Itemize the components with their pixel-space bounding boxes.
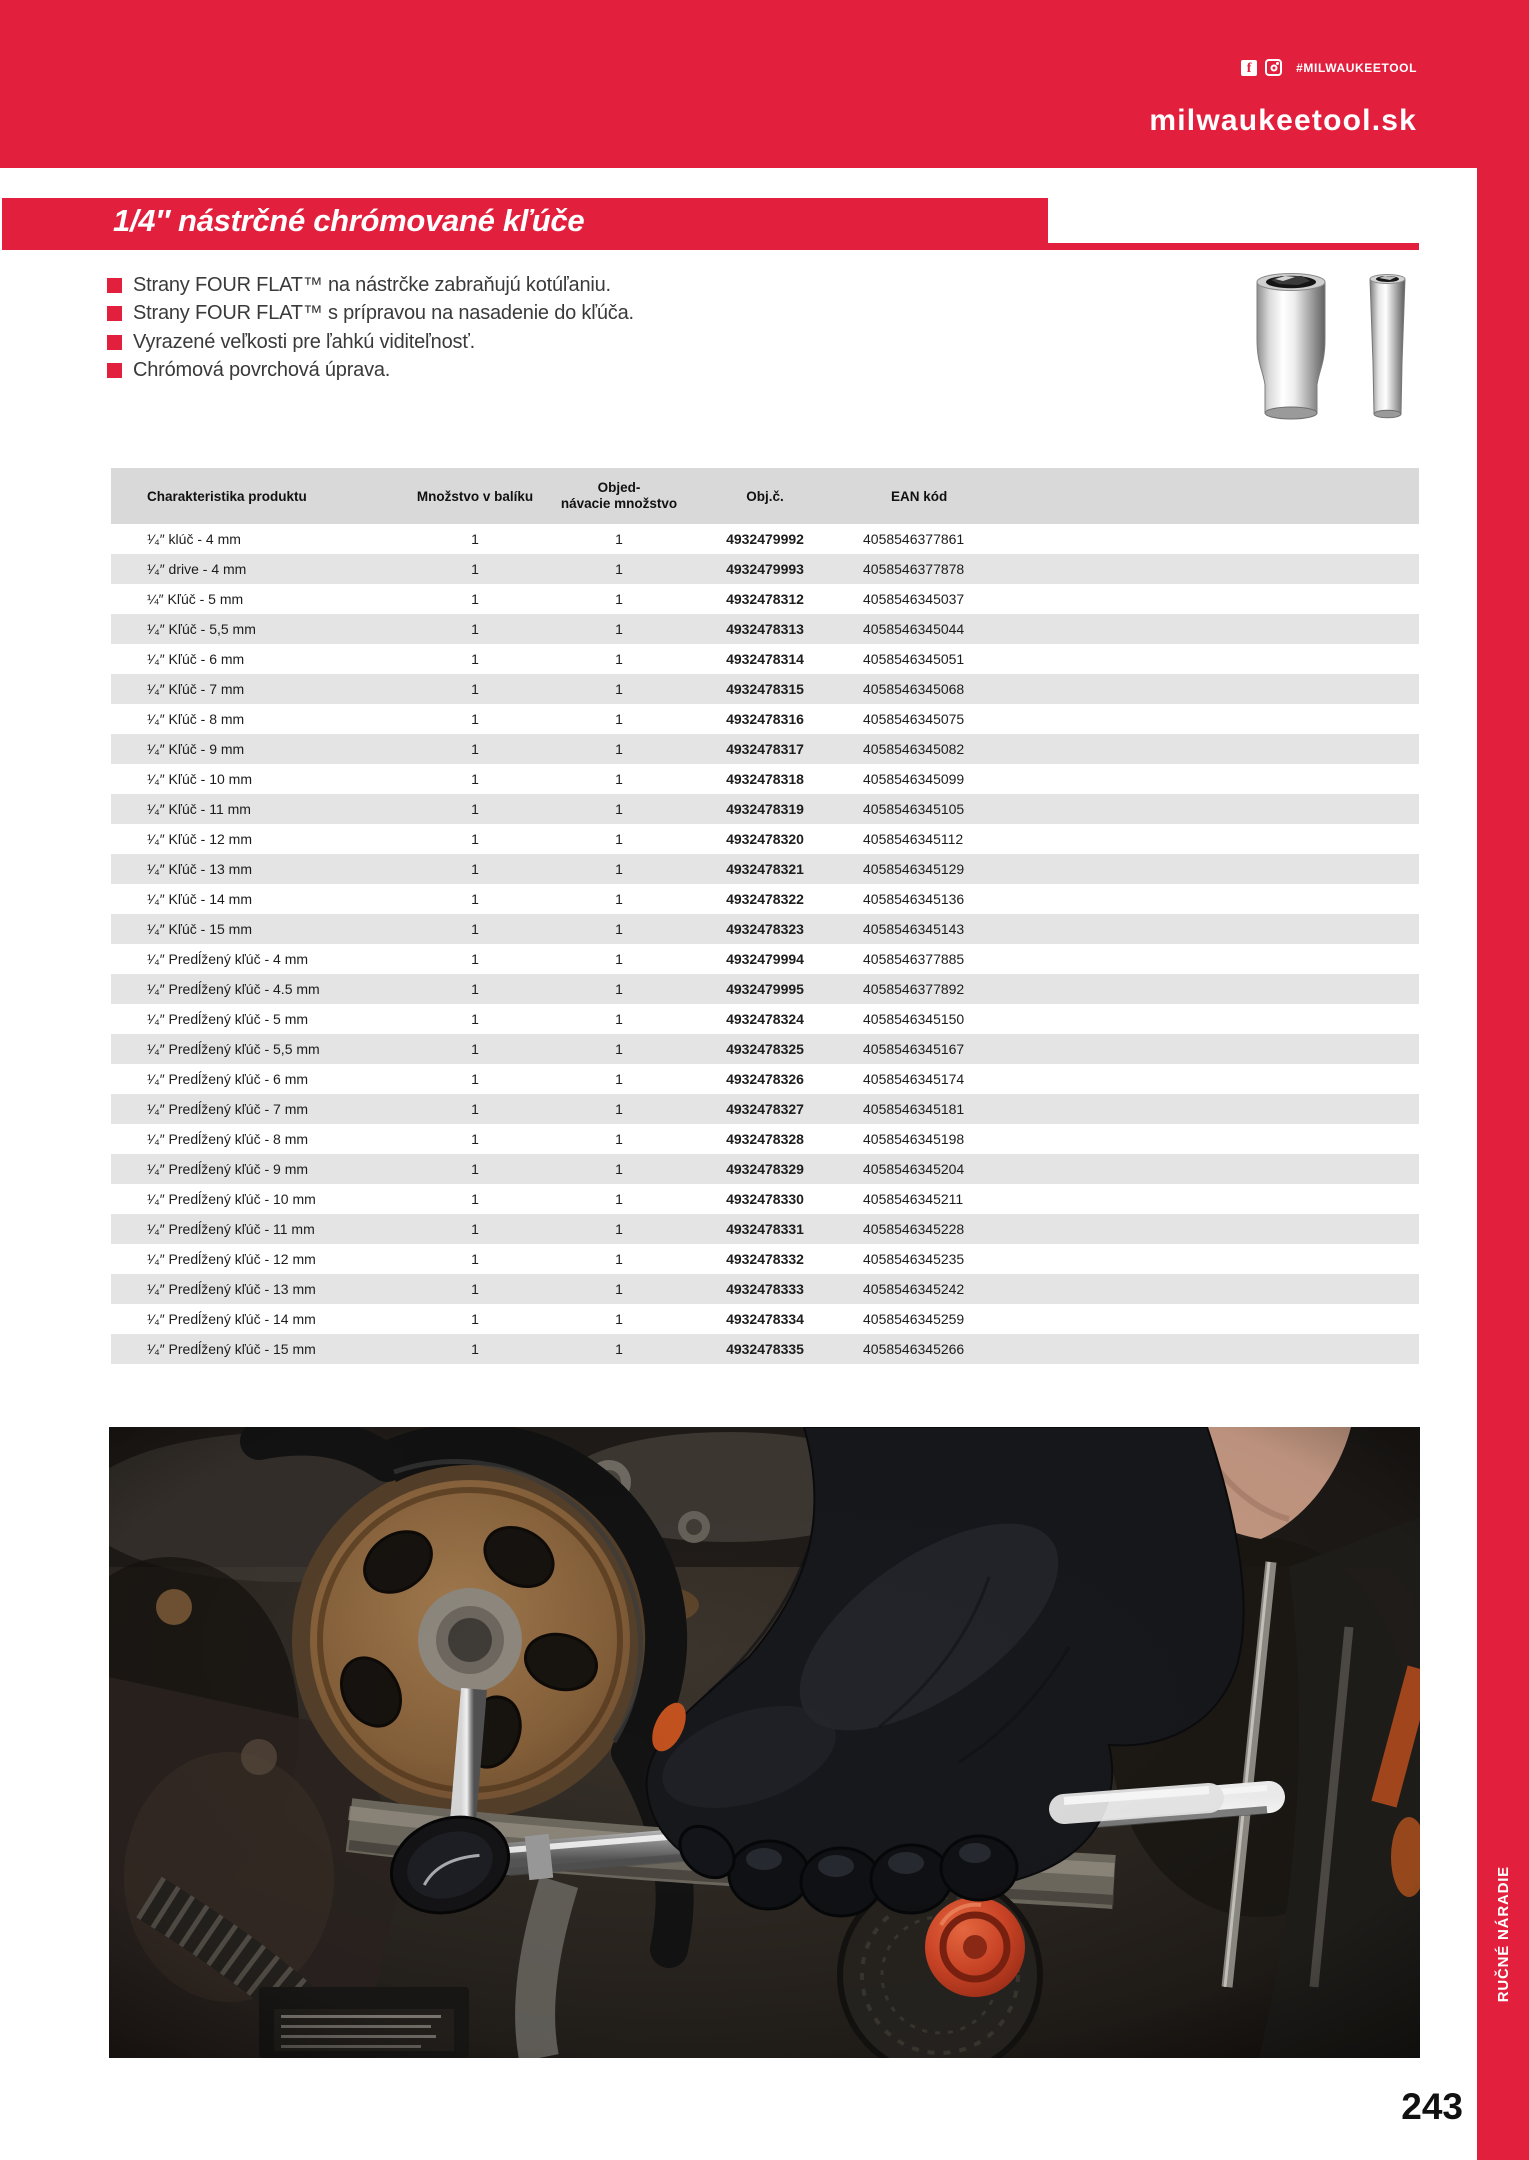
ean-code-cell: 4058546345044	[863, 621, 965, 637]
product-name-cell: ¹⁄₄″ Kľúč - 9 mm	[147, 741, 245, 757]
article-number-cell: 4932478335	[726, 1341, 804, 1357]
title-banner	[2, 198, 1048, 243]
product-name-cell: ¹⁄₄″ Predĺžený kľúč - 4 mm	[147, 951, 309, 967]
ean-code-cell: 4058546345068	[863, 681, 965, 697]
article-number-cell: 4932479993	[726, 561, 804, 577]
article-number-cell: 4932478331	[726, 1221, 804, 1237]
article-number-cell: 4932478316	[726, 711, 804, 727]
table-row	[111, 974, 1419, 1004]
section-strip	[1477, 0, 1529, 2160]
order-quantity-cell: 1	[615, 531, 623, 547]
order-quantity-cell: 1	[615, 1131, 623, 1147]
order-quantity-cell: 1	[615, 1011, 623, 1027]
ean-code-cell: 4058546345235	[863, 1251, 965, 1267]
pack-quantity-cell: 1	[471, 951, 479, 967]
table-row	[111, 914, 1419, 944]
ean-code-cell: 4058546345259	[863, 1311, 965, 1327]
order-quantity-cell: 1	[615, 1071, 623, 1087]
pack-quantity-cell: 1	[471, 621, 479, 637]
ean-code-cell: 4058546377861	[863, 531, 965, 547]
long-socket-image	[1366, 271, 1409, 423]
product-name-cell: ¹⁄₄″ Kľúč - 6 mm	[147, 651, 245, 667]
ean-code-cell: 4058546345198	[863, 1131, 965, 1147]
order-quantity-cell: 1	[615, 561, 623, 577]
article-number-cell: 4932479992	[726, 531, 804, 547]
pack-quantity-cell: 1	[471, 1251, 479, 1267]
table-row	[111, 824, 1419, 854]
col-header-ean: EAN kód	[891, 488, 948, 504]
article-number-cell: 4932478313	[726, 621, 804, 637]
article-number-cell: 4932478325	[726, 1041, 804, 1057]
product-name-cell: ¹⁄₄″ Kľúč - 13 mm	[147, 861, 252, 877]
social-row	[1241, 59, 1417, 76]
order-quantity-cell: 1	[615, 591, 623, 607]
product-name-cell: ¹⁄₄″ Kľúč - 10 mm	[147, 771, 252, 787]
table-row	[111, 524, 1419, 554]
facebook-icon[interactable]: f	[1241, 60, 1257, 76]
order-quantity-cell: 1	[615, 981, 623, 997]
engine-photo-illustration	[109, 1427, 1420, 2058]
product-name-cell: ¹⁄₄″ Kľúč - 5,5 mm	[147, 621, 256, 637]
order-quantity-cell: 1	[615, 1221, 623, 1237]
table-row	[111, 644, 1419, 674]
order-quantity-cell: 1	[615, 741, 623, 757]
product-name-cell: ¹⁄₄″ Kľúč - 14 mm	[147, 891, 252, 907]
order-quantity-cell: 1	[615, 1251, 623, 1267]
order-quantity-cell: 1	[615, 951, 623, 967]
pack-quantity-cell: 1	[471, 831, 479, 847]
order-quantity-cell: 1	[615, 921, 623, 937]
product-name-cell: ¹⁄₄″ Predĺžený kľúč - 8 mm	[147, 1131, 309, 1147]
section-label-vertical: RUČNÉ NÁRADIE	[1495, 1865, 1512, 2002]
product-name-cell: ¹⁄₄″ Predĺžený kľúč - 4.5 mm	[147, 981, 320, 997]
product-name-cell: ¹⁄₄″ Predĺžený kľúč - 5 mm	[147, 1011, 309, 1027]
pack-quantity-cell: 1	[471, 1281, 479, 1297]
order-quantity-cell: 1	[615, 681, 623, 697]
social-hashtag: #MILWAUKEETOOL	[1296, 60, 1417, 75]
feature-text: Vyrazené veľkosti pre ľahkú viditeľnosť.	[133, 330, 475, 353]
product-name-cell: ¹⁄₄″ Kľúč - 7 mm	[147, 681, 245, 697]
article-number-cell: 4932478330	[726, 1191, 804, 1207]
article-number-cell: 4932478318	[726, 771, 804, 787]
ean-code-cell: 4058546345082	[863, 741, 965, 757]
col-header-product: Charakteristika produktu	[147, 488, 307, 504]
ean-code-cell: 4058546377892	[863, 981, 965, 997]
feature-item	[107, 328, 634, 357]
article-number-cell: 4932478328	[726, 1131, 804, 1147]
feature-list	[107, 271, 634, 385]
ean-code-cell: 4058546345099	[863, 771, 965, 787]
table-row	[111, 674, 1419, 704]
table-row	[111, 944, 1419, 974]
pack-quantity-cell: 1	[471, 771, 479, 787]
table-body	[111, 524, 1419, 1364]
ean-code-cell: 4058546345136	[863, 891, 965, 907]
pack-quantity-cell: 1	[471, 1221, 479, 1237]
table-row	[111, 1094, 1419, 1124]
order-quantity-cell: 1	[615, 651, 623, 667]
ean-code-cell: 4058546345174	[863, 1071, 965, 1087]
article-number-cell: 4932478326	[726, 1071, 804, 1087]
article-number-cell: 4932478332	[726, 1251, 804, 1267]
ean-code-cell: 4058546345228	[863, 1221, 965, 1237]
order-quantity-cell: 1	[615, 891, 623, 907]
order-quantity-cell: 1	[615, 1191, 623, 1207]
pack-quantity-cell: 1	[471, 1161, 479, 1177]
pack-quantity-cell: 1	[471, 1011, 479, 1027]
pack-quantity-cell: 1	[471, 741, 479, 757]
pack-quantity-cell: 1	[471, 681, 479, 697]
ean-code-cell: 4058546345112	[863, 831, 964, 847]
feature-text: Strany FOUR FLAT™ na nástrčke zabraňujú kotúľaniu.	[133, 273, 611, 296]
pack-quantity-cell: 1	[471, 591, 479, 607]
page-title: 1/4″ nástrčné chrómované kľúče	[113, 202, 585, 238]
table-row	[111, 1184, 1419, 1214]
ean-code-cell: 4058546345211	[863, 1191, 964, 1207]
order-quantity-cell: 1	[615, 1101, 623, 1117]
red-square-bullet-icon	[107, 363, 122, 378]
pack-quantity-cell: 1	[471, 1131, 479, 1147]
article-number-cell: 4932478320	[726, 831, 804, 847]
pack-quantity-cell: 1	[471, 1071, 479, 1087]
table-row	[111, 1214, 1419, 1244]
pack-quantity-cell: 1	[471, 1101, 479, 1117]
order-quantity-cell: 1	[615, 711, 623, 727]
table-row	[111, 1304, 1419, 1334]
table-row	[111, 764, 1419, 794]
table-row	[111, 584, 1419, 614]
feature-item	[107, 271, 634, 300]
product-name-cell: ¹⁄₄″ drive - 4 mm	[147, 561, 247, 577]
header-banner	[0, 0, 1529, 168]
site-url[interactable]: milwaukeetool.sk	[1149, 104, 1417, 137]
pack-quantity-cell: 1	[471, 801, 479, 817]
article-number-cell: 4932478315	[726, 681, 804, 697]
ean-code-cell: 4058546345075	[863, 711, 965, 727]
product-name-cell: ¹⁄₄″ Predĺžený kľúč - 7 mm	[147, 1101, 309, 1117]
product-name-cell: ¹⁄₄″ Kľúč - 12 mm	[147, 831, 252, 847]
feature-text: Strany FOUR FLAT™ s prípravou na nasadenie do kľúča.	[133, 302, 634, 325]
article-number-cell: 4932478317	[726, 741, 804, 757]
product-name-cell: ¹⁄₄″ Predĺžený kľúč - 5,5 mm	[147, 1041, 320, 1057]
order-quantity-cell: 1	[615, 861, 623, 877]
ean-code-cell: 4058546345150	[863, 1011, 965, 1027]
order-quantity-cell: 1	[615, 1041, 623, 1057]
col-header-obj: Obj.č.	[746, 488, 784, 504]
article-number-cell: 4932478322	[726, 891, 804, 907]
pack-quantity-cell: 1	[471, 1191, 479, 1207]
table-row	[111, 1034, 1419, 1064]
table-row	[111, 1124, 1419, 1154]
product-name-cell: ¹⁄₄″ Kľúč - 15 mm	[147, 921, 252, 937]
table-row	[111, 854, 1419, 884]
order-quantity-cell: 1	[615, 1341, 623, 1357]
product-table	[111, 468, 1419, 1364]
product-name-cell: ¹⁄₄″ Predĺžený kľúč - 14 mm	[147, 1311, 316, 1327]
ean-code-cell: 4058546345204	[863, 1161, 965, 1177]
ean-code-cell: 4058546345242	[863, 1281, 965, 1297]
article-number-cell: 4932478327	[726, 1101, 804, 1117]
pack-quantity-cell: 1	[471, 1311, 479, 1327]
article-number-cell: 4932478314	[726, 651, 804, 667]
ean-code-cell: 4058546345266	[863, 1341, 965, 1357]
order-quantity-cell: 1	[615, 801, 623, 817]
table-row	[111, 554, 1419, 584]
pack-quantity-cell: 1	[471, 891, 479, 907]
col-header-pack: Množstvo v balíku	[416, 488, 534, 504]
red-square-bullet-icon	[107, 335, 122, 350]
article-number-cell: 4932478334	[726, 1311, 804, 1327]
product-name-cell: ¹⁄₄″ Kľúč - 11 mm	[147, 801, 251, 817]
instagram-icon[interactable]	[1265, 59, 1282, 76]
order-quantity-cell: 1	[615, 1311, 623, 1327]
article-number-cell: 4932478319	[726, 801, 804, 817]
pack-quantity-cell: 1	[471, 531, 479, 547]
pack-quantity-cell: 1	[471, 711, 479, 727]
ean-code-cell: 4058546377878	[863, 561, 965, 577]
order-quantity-cell: 1	[615, 831, 623, 847]
ean-code-cell: 4058546345037	[863, 591, 965, 607]
product-name-cell: ¹⁄₄″ klúč - 4 mm	[147, 531, 241, 547]
product-name-cell: ¹⁄₄″ Predĺžený kľúč - 13 mm	[147, 1281, 316, 1297]
table-row	[111, 1244, 1419, 1274]
product-name-cell: ¹⁄₄″ Predĺžený kľúč - 11 mm	[147, 1221, 315, 1237]
product-name-cell: ¹⁄₄″ Predĺžený kľúč - 12 mm	[147, 1251, 316, 1267]
table-row	[111, 734, 1419, 764]
article-number-cell: 4932479994	[726, 951, 804, 967]
article-number-cell: 4932478329	[726, 1161, 804, 1177]
ean-code-cell: 4058546345051	[863, 651, 965, 667]
product-name-cell: ¹⁄₄″ Predĺžený kľúč - 10 mm	[147, 1191, 316, 1207]
ean-code-cell: 4058546345129	[863, 861, 965, 877]
table-row	[111, 884, 1419, 914]
product-name-cell: ¹⁄₄″ Predĺžený kľúč - 9 mm	[147, 1161, 309, 1177]
feature-item	[107, 357, 634, 386]
table-row	[111, 614, 1419, 644]
red-square-bullet-icon	[107, 278, 122, 293]
order-quantity-cell: 1	[615, 1281, 623, 1297]
ean-code-cell: 4058546377885	[863, 951, 965, 967]
ean-code-cell: 4058546345143	[863, 921, 965, 937]
short-socket-image	[1253, 271, 1329, 423]
table-row	[111, 1064, 1419, 1094]
feature-text: Chrómová povrchová úprava.	[133, 359, 391, 382]
pack-quantity-cell: 1	[471, 561, 479, 577]
product-name-cell: ¹⁄₄″ Predĺžený kľúč - 6 mm	[147, 1071, 309, 1087]
table-row	[111, 1274, 1419, 1304]
pack-quantity-cell: 1	[471, 651, 479, 667]
ean-code-cell: 4058546345105	[863, 801, 965, 817]
order-quantity-cell: 1	[615, 1161, 623, 1177]
product-name-cell: ¼″ Kľúč - 5 mm	[147, 591, 244, 607]
pack-quantity-cell: 1	[471, 921, 479, 937]
order-quantity-cell: 1	[615, 771, 623, 787]
table-row	[111, 1004, 1419, 1034]
pack-quantity-cell: 1	[471, 1041, 479, 1057]
article-number-cell: 4932478333	[726, 1281, 804, 1297]
red-square-bullet-icon	[107, 306, 122, 321]
table-header-row	[111, 468, 1419, 524]
article-number-cell: 4932479995	[726, 981, 804, 997]
table-row	[111, 704, 1419, 734]
order-quantity-cell: 1	[615, 621, 623, 637]
feature-item	[107, 300, 634, 329]
pack-quantity-cell: 1	[471, 1341, 479, 1357]
table-row	[111, 794, 1419, 824]
table-row	[111, 1334, 1419, 1364]
table-row	[111, 1154, 1419, 1184]
chrome-socket-images	[1253, 271, 1409, 423]
engine-bay-ratchet-photo	[109, 1427, 1420, 2058]
product-name-cell: ¹⁄₄″ Kľúč - 8 mm	[147, 711, 245, 727]
article-number-cell: 4932478321	[726, 861, 804, 877]
ean-code-cell: 4058546345167	[863, 1041, 965, 1057]
pack-quantity-cell: 1	[471, 981, 479, 997]
col-header-order: Objed- návacie množstvo	[560, 480, 678, 511]
title-underline	[2, 243, 1419, 250]
article-number-cell: 4932478324	[726, 1011, 804, 1027]
ean-code-cell: 4058546345181	[863, 1101, 965, 1117]
pack-quantity-cell: 1	[471, 861, 479, 877]
product-name-cell: ¹⁄₄″ Predĺžený kľúč - 15 mm	[147, 1341, 316, 1357]
article-number-cell: 4932478323	[726, 921, 804, 937]
page-number: 243	[1401, 2086, 1463, 2127]
article-number-cell: 4932478312	[726, 591, 804, 607]
